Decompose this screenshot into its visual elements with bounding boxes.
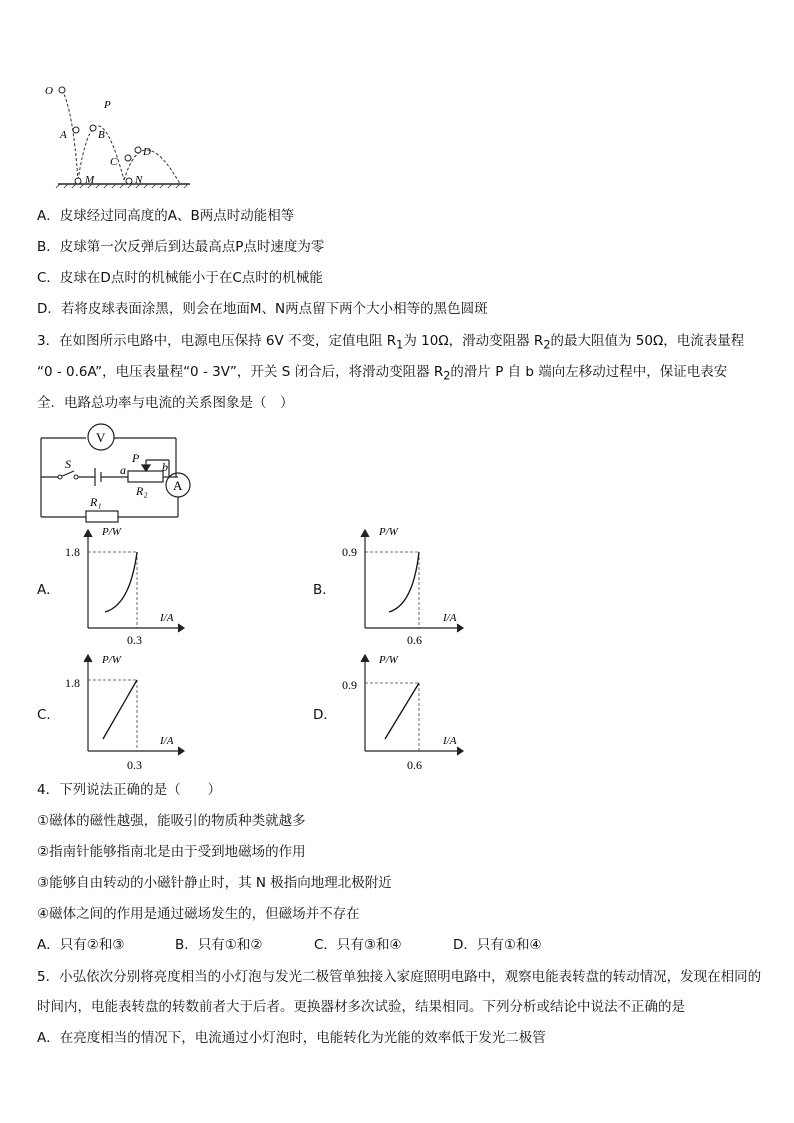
q2-option-b: B．皮球第一次反弹后到达最高点P点时速度为零 <box>37 239 325 255</box>
graph-a-curve <box>105 552 137 612</box>
graph-b-ymax: 0.9 <box>342 545 357 559</box>
q4-item-3: ③能够自由转动的小磁针静止时，其 N 极指向地理北极附近 <box>37 875 392 891</box>
graph-b-xlabel: I/A <box>443 612 457 624</box>
graph-c-line <box>103 680 137 739</box>
label-c: C <box>110 156 118 168</box>
q4-item-1: ①磁体的磁性越强，能吸引的物质种类就越多 <box>37 813 306 829</box>
label-d: D <box>143 146 151 158</box>
graph-b-ylabel: P/W <box>379 526 398 538</box>
label-o: O <box>45 85 53 97</box>
graph-a-xmax: 0.3 <box>127 633 142 647</box>
graph-b-xmax: 0.6 <box>407 633 422 647</box>
voltmeter-label: V <box>96 430 106 445</box>
q2-option-d: D．若将皮球表面涂黑，则会在地面M、N两点留下两个大小相等的黑色圆斑 <box>37 301 488 317</box>
graph-c-xmax: 0.3 <box>127 758 142 772</box>
label-n: N <box>135 174 143 186</box>
graph-b-curve <box>389 552 419 612</box>
graph-d-line <box>385 683 419 739</box>
q2-option-c: C．皮球在D点时的机械能小于在C点时的机械能 <box>37 270 323 286</box>
graph-d-ylabel: P/W <box>379 654 398 666</box>
end-a-label: a <box>120 463 126 477</box>
q3-stem-line1: 3．在如图所示电路中，电源电压保持 6V 不变，定值电阻 $R_1$为 10Ω，滑动变阻器 $R_2$的最大阻值为 50Ω，电流表量程 <box>37 333 745 352</box>
graph-c <box>60 653 190 773</box>
graph-d-xlabel: I/A <box>443 735 457 747</box>
q4-option-a: A．只有②和③ <box>37 937 125 953</box>
graph-c-ymax: 1.8 <box>65 676 80 690</box>
q4-item-4: ④磁体之间的作用是通过磁场发生的，但磁场并不存在 <box>37 906 360 922</box>
bouncing-ball-figure <box>40 80 200 192</box>
switch-label: S <box>65 457 71 471</box>
graph-a-ylabel: P/W <box>102 526 121 538</box>
graph-a-ymax: 1.8 <box>65 545 80 559</box>
graph-d-ymax: 0.9 <box>342 678 357 692</box>
ammeter-label: A <box>173 478 183 493</box>
q3-option-a: A． <box>37 582 60 598</box>
q4-item-2: ②指南针能够指南北是由于受到地磁场的作用 <box>37 844 306 860</box>
q2-option-a: A．皮球经过同高度的A、B两点时动能相等 <box>37 208 295 224</box>
q3-option-b: B． <box>313 582 336 598</box>
label-m: M <box>85 174 95 186</box>
graph-d <box>337 653 477 773</box>
q3-option-d: D． <box>313 707 337 723</box>
q3-stem-line2: “0 - 0.6A”，电压表量程“0 - 3V”，开关 S 闭合后，将滑动变阻器 $R_2$的滑片 P 自 b 端向左移动过程中，保证电表安 <box>37 364 728 383</box>
end-b-label: b <box>162 460 168 474</box>
graph-c-xlabel: I/A <box>160 735 174 747</box>
graph-c-ylabel: P/W <box>102 654 121 666</box>
q4-option-b: B．只有①和② <box>175 937 263 953</box>
r1-label: R₁ <box>90 495 102 509</box>
label-p: P <box>104 99 111 111</box>
q4-stem: 4．下列说法正确的是（ ） <box>37 782 222 798</box>
q4-option-d: D．只有①和④ <box>453 937 542 953</box>
label-a: A <box>60 129 67 141</box>
label-b: B <box>98 129 105 141</box>
q3-stem-line3: 全．电路总功率与电流的关系图象是（ ） <box>37 395 294 411</box>
circuit-diagram <box>38 424 214 524</box>
graph-a-xlabel: I/A <box>160 612 174 624</box>
graph-d-xmax: 0.6 <box>407 758 422 772</box>
slider-label: P <box>132 451 140 465</box>
q4-option-c: C．只有③和④ <box>314 937 402 953</box>
q5-stem: 5．小弘依次分别将亮度相当的小灯泡与发光二极管单独接入家庭照明电路中，观察电能表转盘的转动情况，发现在相同的时间内，电能表转盘的转数前者大于后者。更换器材多次试验，结果相同。下列分析或结论中说法不正确的是 <box>37 969 762 1015</box>
r2-label: R₂ <box>136 484 148 498</box>
q3-option-c: C． <box>37 707 60 723</box>
q5-option-a: A．在亮度相当的情况下，电流通过小灯泡时，电能转化为光能的效率低于发光二极管 <box>37 1030 546 1046</box>
graph-a <box>60 525 190 645</box>
graph-b <box>337 525 477 645</box>
